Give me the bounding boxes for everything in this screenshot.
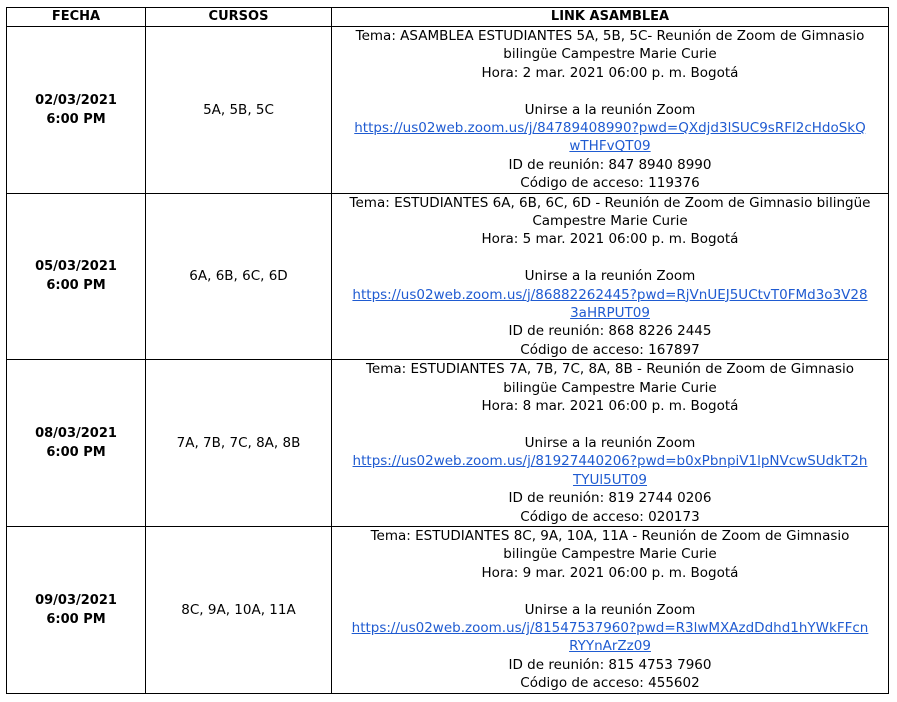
meeting-id: ID de reunión: 868 8226 2445	[508, 323, 712, 340]
tema-line-2: bilingüe Campestre Marie Curie	[503, 46, 717, 63]
cursos-cell: 5A, 5B, 5C	[146, 27, 332, 194]
fecha-date: 02/03/2021	[35, 92, 117, 108]
hora-line: Hora: 9 mar. 2021 06:00 p. m. Bogotá	[481, 564, 739, 581]
spacer	[332, 249, 888, 267]
spacer	[332, 582, 888, 600]
fecha-time: 6:00 PM	[46, 278, 106, 294]
access-code: Código de acceso: 167897	[520, 341, 700, 358]
access-code: Código de acceso: 119376	[520, 175, 700, 192]
unirse-line: Unirse a la reunión Zoom	[524, 101, 696, 118]
zoom-link-part-2: RYYnArZz09	[569, 638, 651, 655]
hora-line: Hora: 8 mar. 2021 06:00 p. m. Bogotá	[481, 398, 739, 415]
fecha-cell	[7, 27, 146, 194]
tema-line-2: bilingüe Campestre Marie Curie	[503, 379, 717, 396]
header-cursos: CURSOS	[146, 8, 332, 27]
fecha-cell	[7, 360, 146, 527]
unirse-line: Unirse a la reunión Zoom	[524, 268, 696, 285]
table-row	[7, 526, 889, 693]
link-cell	[332, 27, 889, 194]
spacer	[332, 82, 888, 100]
zoom-link-part-2: 3aHRPUT09	[570, 305, 650, 322]
header-fecha: FECHA	[7, 8, 146, 27]
meetings-table	[6, 7, 889, 694]
zoom-link[interactable]	[332, 286, 888, 323]
table-row	[7, 360, 889, 527]
fecha-time: 6:00 PM	[46, 611, 106, 627]
meeting-id: ID de reunión: 847 8940 8990	[508, 156, 712, 173]
header-row	[7, 8, 889, 27]
cursos-cell: 8C, 9A, 10A, 11A	[146, 526, 332, 693]
fecha-cell	[7, 526, 146, 693]
hora-line: Hora: 2 mar. 2021 06:00 p. m. Bogotá	[481, 64, 739, 81]
table-row	[7, 193, 889, 360]
unirse-line: Unirse a la reunión Zoom	[524, 434, 696, 451]
hora-line: Hora: 5 mar. 2021 06:00 p. m. Bogotá	[481, 231, 739, 248]
link-cell	[332, 526, 889, 693]
zoom-link-part-2: TYUl5UT09	[572, 471, 648, 488]
zoom-link[interactable]	[332, 452, 888, 489]
tema-line-1: Tema: ESTUDIANTES 6A, 6B, 6C, 6D - Reunión de Zoom de Gimnasio bilingüe	[349, 194, 871, 211]
fecha-date: 05/03/2021	[35, 259, 117, 275]
spacer	[332, 416, 888, 434]
table-row	[7, 27, 889, 194]
zoom-link-part-1: https://us02web.zoom.us/j/84789408990?pwd=QXdjd3lSUC9sRFl2cHdoSkQ	[354, 120, 866, 137]
zoom-link-part-1: https://us02web.zoom.us/j/81547537960?pwd=R3lwMXAzdDdhd1hYWkFFcn	[351, 619, 869, 636]
zoom-link-part-2: wTHFvQT09	[569, 138, 651, 155]
fecha-date: 08/03/2021	[35, 426, 117, 442]
tema-line-2: Campestre Marie Curie	[532, 213, 688, 230]
cursos-cell: 6A, 6B, 6C, 6D	[146, 193, 332, 360]
zoom-link-part-1: https://us02web.zoom.us/j/86882262445?pwd=RjVnUEJ5UCtvT0FMd3o3V28	[352, 286, 868, 303]
tema-line-1: Tema: ESTUDIANTES 8C, 9A, 10A, 11A - Reunión de Zoom de Gimnasio	[370, 527, 850, 544]
cursos-cell: 7A, 7B, 7C, 8A, 8B	[146, 360, 332, 527]
zoom-link-part-1: https://us02web.zoom.us/j/81927440206?pwd=b0xPbnpiV1lpNVcwSUdkT2h	[352, 453, 868, 470]
tema-line-2: bilingüe Campestre Marie Curie	[503, 546, 717, 563]
link-cell	[332, 193, 889, 360]
tema-line-1: Tema: ASAMBLEA ESTUDIANTES 5A, 5B, 5C- Reunión de Zoom de Gimnasio	[355, 28, 865, 44]
link-cell	[332, 360, 889, 527]
meeting-id: ID de reunión: 815 4753 7960	[508, 656, 712, 673]
fecha-time: 6:00 PM	[46, 111, 106, 127]
meeting-id: ID de reunión: 819 2744 0206	[508, 490, 712, 507]
fecha-cell	[7, 193, 146, 360]
access-code: Código de acceso: 455602	[520, 675, 700, 692]
access-code: Código de acceso: 020173	[520, 508, 700, 525]
unirse-line: Unirse a la reunión Zoom	[524, 601, 696, 618]
header-link: LINK ASAMBLEA	[332, 8, 889, 27]
zoom-link[interactable]	[332, 619, 888, 656]
fecha-time: 6:00 PM	[46, 445, 106, 461]
fecha-date: 09/03/2021	[35, 592, 117, 608]
zoom-link[interactable]	[332, 119, 888, 156]
tema-line-1: Tema: ESTUDIANTES 7A, 7B, 7C, 8A, 8B - Reunión de Zoom de Gimnasio	[365, 361, 855, 378]
